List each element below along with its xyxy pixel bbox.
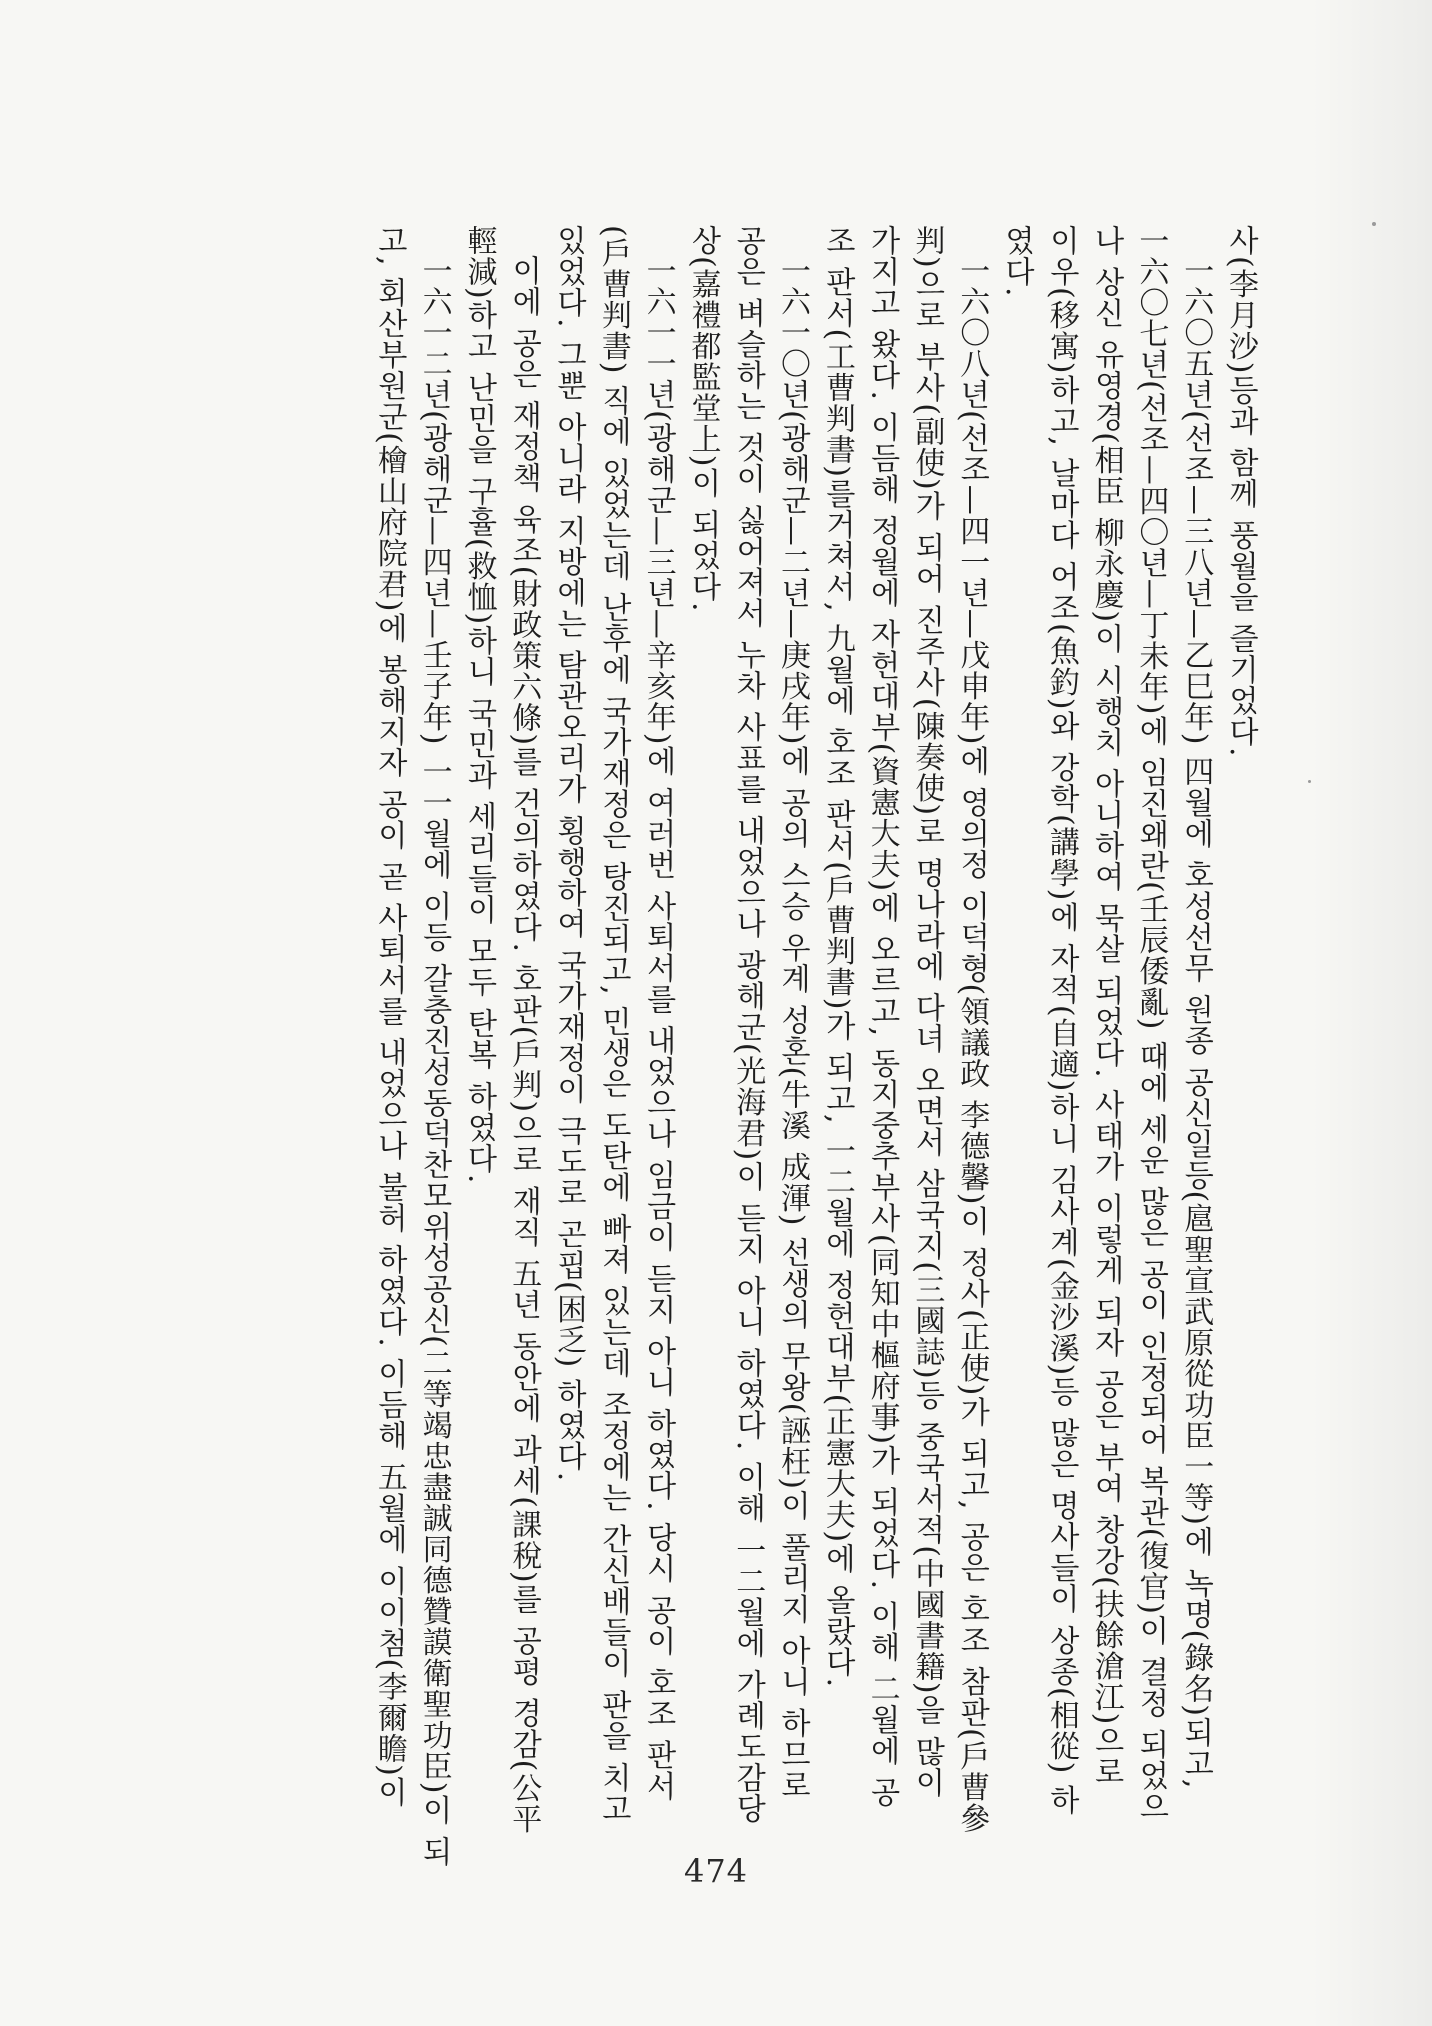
text-line: 判)으로 부사(副使)가 되어 진주사(陳奏使)로 명나라에 다녀 오면서 삼국지(三國誌)등 중국서적(中國書籍)을 많이: [909, 225, 945, 1799]
text-line: 공은 벼슬하는 것이 싫어져서 누차 사표를 내었으나 광해군(光海君)이 듣지 아니 하였다. 이해 一二월에 가례도감당: [730, 225, 766, 1824]
text-line: 輕減)하고 난민을 구휼(救恤)하니 국민과 세리들이 모두 탄복 하였다.: [461, 225, 497, 1185]
text-line: 였다.: [999, 225, 1035, 298]
text-line: 이우(移寓)하고, 날마다 어조(魚釣)와 강학(講學)에 자적(自適)하니 김사계(金沙溪)등 많은 명사들이 상종(相從) 하: [1043, 225, 1079, 1816]
text-line: 一六一二년(광해군—四년—壬子年) 一一월에 이등 갈충진성동덕찬모위성공신(二等竭忠盡誠同德贊謨衛聖功臣)이 되: [416, 255, 452, 1867]
text-line: 一六〇七년(선조—四〇년—丁未年)에 임진왜란(壬辰倭亂) 때에 세운 많은 공이 인정되어 복관(復官)이 결정 되었으: [1133, 225, 1169, 1823]
page-number: 474: [683, 1852, 749, 1890]
text-line: 一六〇八년(선조—四一년—戊申年)에 영의정 이덕형(領議政 李德馨)이 정사(正使)가 되고, 공은 호조 참판(戶曹參: [954, 255, 990, 1834]
text-line: 이에 공은 재정책 육조(財政策六條)를 건의하였다. 호판(戶判)으로 재직 五년 동안에 과세(課稅)를 공평 경감(公平: [506, 255, 542, 1835]
text-line: 조 판서(工曹判書)를거쳐서, 九월에 호조 판서(戶曹判書)가 되고, 一二월에 정헌대부(正憲大夫)에 올랐다.: [819, 225, 855, 1689]
scan-speck: [1372, 222, 1376, 226]
text-line: 고, 회산부원군(檜山府院君)에 봉해지자 공이 곧 사퇴서를 내었으나 불허 하였다. 이듬해 五월에 이이첨(李爾瞻)이: [371, 225, 407, 1808]
page-edge-shadow: [1312, 0, 1432, 2026]
text-line: 一六一〇년(광해군—二년—庚戌年)에 공의 스승 우계 성혼(牛溪 成渾) 선생의 무왕(誣枉)이 풀리지 아니 하므로: [775, 255, 811, 1801]
text-line: 상(嘉禮都監堂上)이 되었다.: [685, 225, 721, 613]
text-line: 있었다. 그뿐 아니라 지방에는 탐관오리가 횡행하여 국가재정이 극도로 곤핍(困乏) 하였다.: [551, 225, 587, 1483]
text-line: 一六一一년(광해군—三년—辛亥年)에 여러번 사퇴서를 내었으나 임금이 듣지 아니 하였다. 당시 공이 호조 판서: [640, 255, 676, 1802]
scan-speck: [1308, 780, 1311, 783]
text-line: 가지고 왔다. 이듬해 정월에 자헌대부(資憲大夫)에 오르고, 동지중추부사(同知中樞府事)가 되었다. 이해 二월에 공: [864, 225, 900, 1808]
text-line: 사(李月沙)등과 함께 풍월을 즐기었다.: [1223, 225, 1258, 758]
text-line: 나 상신 유영경(相臣 柳永慶)이 시행치 아니하여 묵살 되었다. 사태가 이렇게 되자 공은 부여 창강(扶餘滄江)으로: [1088, 225, 1124, 1788]
vertical-text-body: [366, 225, 1262, 1867]
text-line: 一六〇五년(선조—三八년—乙巳年) 四월에 호성선무 원종 공신일등(扈聖宣武原從功臣一等)에 녹명(錄名)되고,: [1178, 255, 1214, 1790]
text-line: (戶曹判書) 직에 있었는데 난후에 국가재정은 탕진되고, 민생은 도탄에 빠져 있는데 조정에는 간신배들이 판을 치고: [595, 225, 631, 1824]
